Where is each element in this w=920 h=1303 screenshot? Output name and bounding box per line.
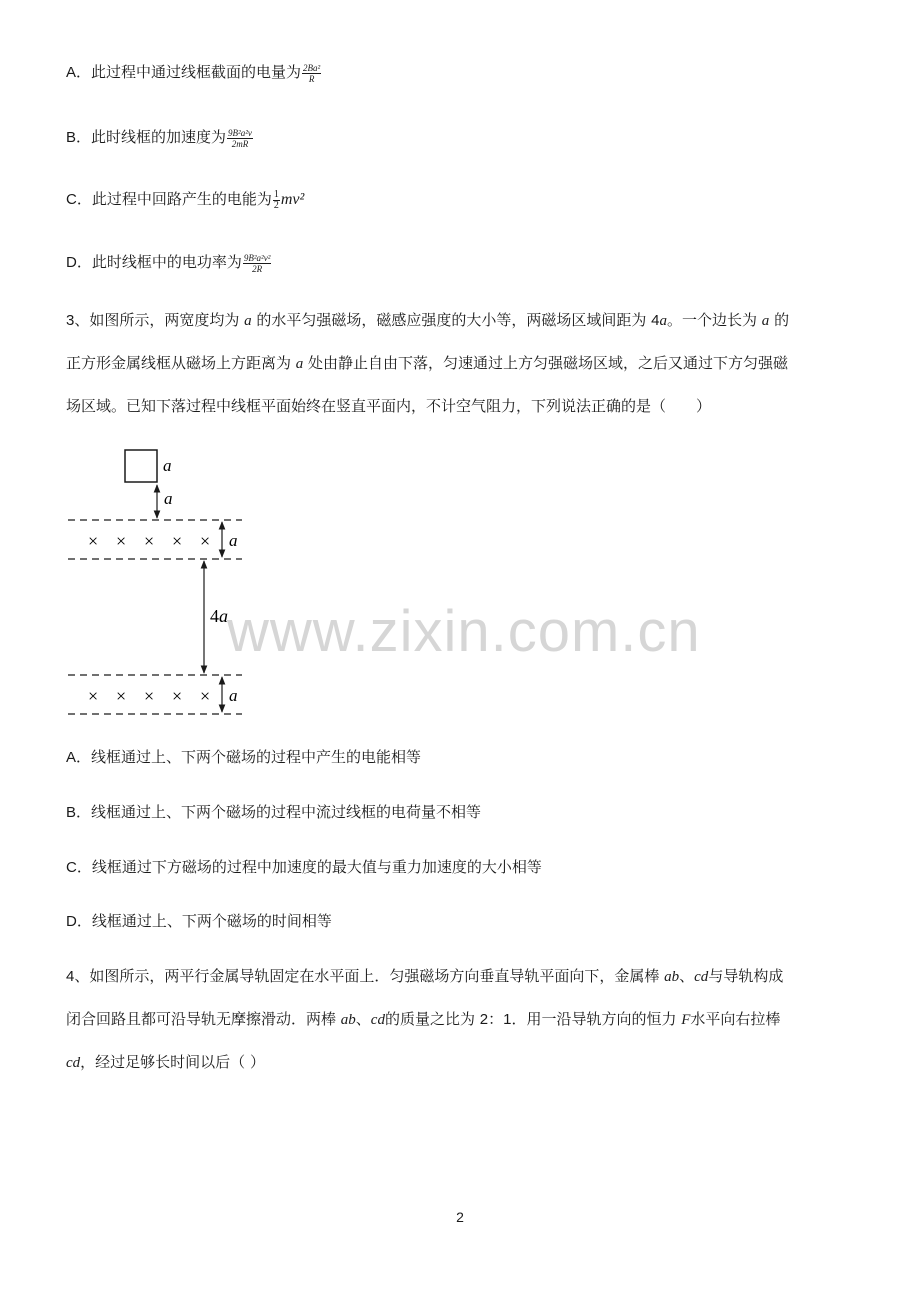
stem-text: 正方形金属线框从磁场上方距离为 [66, 354, 296, 372]
option-text: 线框通过下方磁场的过程中加速度的最大值与重力加速度的大小相等 [91, 858, 542, 876]
option-label: C． [66, 859, 92, 876]
stem-text: 与导轨构成 [708, 967, 784, 985]
label-4a: 4a [210, 606, 228, 626]
var-ab: ab [664, 969, 680, 985]
cross: × [116, 686, 127, 706]
stem-text: 的 [769, 311, 790, 329]
stem-text: 的质量之比为 [384, 1010, 480, 1028]
fraction: $\frac{\text{9B²a²v²}}{2R}$ [243, 252, 271, 274]
option-text: 线框通过上、下两个磁场的时间相等 [91, 912, 332, 930]
var-a: a [761, 313, 770, 329]
question-number: 3、 [66, 312, 90, 329]
q2-option-b [66, 127, 254, 149]
option-text: 此时线框的加速度为 [91, 128, 227, 146]
stem-text: 如图所示，两平行金属导轨固定在水平面上．匀强磁场方向垂直导轨平面向下，金属棒 [89, 967, 665, 985]
option-text: 线框通过上、下两个磁场的过程中流过线框的电荷量不相等 [91, 803, 482, 821]
separator: 、 [355, 1010, 371, 1028]
option-label: C． [66, 191, 92, 208]
option-text: 此时线框中的电功率为 [91, 253, 242, 271]
stem-text: 如图所示，两宽度均为 [89, 311, 245, 329]
option-label: D． [66, 254, 92, 271]
cross: × [116, 531, 127, 551]
q3-stem [66, 299, 852, 427]
option-text: 此过程中通过线框截面的电量为 [91, 63, 302, 81]
fraction: $\frac{\text{2Ba²}}{R}$ [303, 62, 321, 84]
fraction: $\frac{\text{9B²a²v}}{2mR}$ [228, 127, 252, 149]
q3-option-b [66, 802, 481, 823]
cross: × [88, 686, 99, 706]
option-label: A． [66, 749, 92, 766]
cross: × [144, 531, 155, 551]
mass-ratio: 2：1 [479, 1011, 512, 1028]
var-cd: cd [370, 1012, 385, 1028]
watermark: www.zixin.com.cn [227, 599, 701, 664]
q3-option-a [66, 747, 421, 768]
label-a-field1: a [229, 531, 238, 550]
cross: × [172, 531, 183, 551]
stem-text: 水平向右拉棒 [690, 1010, 781, 1028]
cross: × [144, 686, 155, 706]
option-label: D． [66, 913, 92, 930]
var-ab: ab [340, 1012, 356, 1028]
option-text: 此过程中回路产生的电能为 [91, 190, 272, 208]
option-text: 线框通过上、下两个磁场的过程中产生的电能相等 [91, 748, 422, 766]
var-a: a [295, 356, 304, 372]
number: 4 [651, 312, 660, 329]
stem-text: 。一个边长为 [667, 311, 762, 329]
stem-text: 处由静止自由下落，匀速通过上方匀强磁场区域，之后又通过下方匀强磁 [303, 354, 789, 372]
label-a-height: a [164, 489, 173, 508]
var-F: F [681, 1012, 691, 1028]
separator: 、 [679, 967, 695, 985]
cross: × [200, 686, 211, 706]
stem-text: 场区域。已知下落过程中线框平面始终在竖直平面内，不计空气阻力，下列说法正确的是（ ） [66, 397, 712, 415]
var-a: a [659, 313, 668, 329]
stem-text: ．用一沿导轨方向的恒力 [511, 1010, 682, 1028]
label-a-field2: a [229, 686, 238, 705]
var-cd: cd [66, 1055, 81, 1071]
cross: × [88, 531, 99, 551]
page-number: 2 [456, 1209, 464, 1225]
q4-stem [66, 955, 852, 1084]
option-label: B． [66, 129, 92, 146]
q2-option-d [66, 252, 272, 274]
field2-crosses [88, 686, 210, 706]
q2-option-c [66, 189, 304, 211]
label-a-side: a [163, 456, 172, 475]
stem-text: ，经过足够长时间以后（ ） [80, 1053, 265, 1071]
stem-text: 的水平匀强磁场，磁感应强度的大小等，两磁场区域间距为 [251, 311, 652, 329]
question-number: 4、 [66, 968, 90, 985]
option-label: B． [66, 804, 92, 821]
stem-text: 闭合回路且都可沿导轨无摩擦滑动．两棒 [66, 1010, 341, 1028]
option-label: A． [66, 64, 92, 81]
q2-option-a [66, 62, 322, 84]
q3-option-d [66, 911, 332, 932]
field1-crosses [88, 531, 210, 551]
cross: × [200, 531, 211, 551]
formula-tail: mv² [280, 191, 305, 208]
q3-figure [60, 440, 260, 730]
cross: × [172, 686, 183, 706]
square-loop [125, 450, 157, 482]
q3-option-c [66, 857, 542, 878]
fraction: $\frac{1}{2}$ [273, 188, 279, 211]
var-cd: cd [694, 969, 709, 985]
var-a: a [244, 313, 252, 329]
